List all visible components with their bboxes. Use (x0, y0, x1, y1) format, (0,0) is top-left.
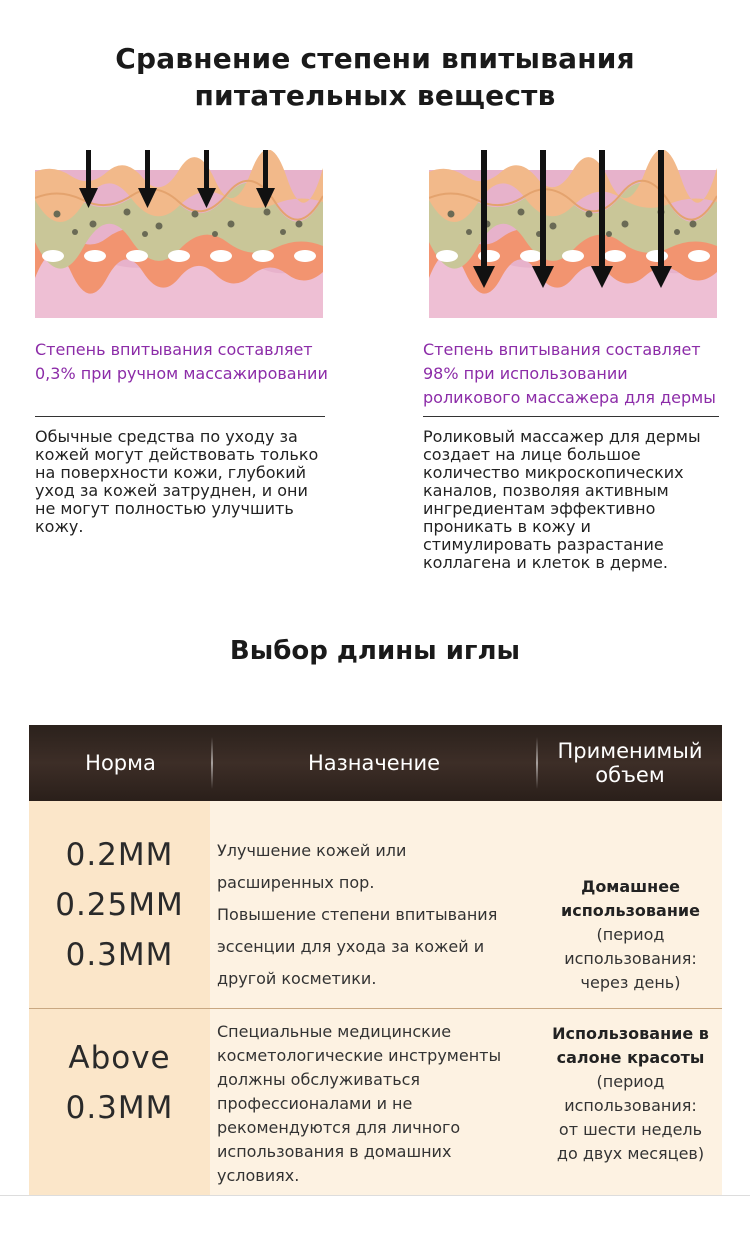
manual-desc-line: Обычные средства по уходу за (35, 427, 298, 446)
purpose-line: профессионалами и не (217, 1094, 413, 1113)
needle-length-title: Выбор длины иглы (229, 636, 521, 666)
spec-value: 0.3MM (65, 1090, 174, 1126)
roller-desc-line: проникать в кожу и (423, 517, 591, 536)
spec-value: Above (68, 1040, 171, 1076)
page-bottom-divider (0, 1195, 750, 1196)
skin-illustration-roller (429, 150, 717, 318)
scope-note-line: (период (596, 1072, 665, 1091)
absorption-comparison-title (0, 40, 750, 114)
manual-absorption-caption (35, 338, 355, 386)
purpose-line: Повышение степени впитывания (217, 905, 498, 924)
manual-desc-line: кожей могут действовать только (35, 445, 319, 464)
row1-scope (539, 875, 722, 995)
spec-value: 0.3MM (65, 936, 174, 973)
manual-desc-line: кожу. (35, 517, 84, 536)
roller-desc-line: коллагена и клеток в дерме. (423, 553, 668, 572)
scope-title-line: Использование в (552, 1024, 709, 1043)
manual-desc-line: уход за кожей затруднен, и они (35, 481, 308, 500)
manual-caption-line2: 0,3% при ручном массажировании (35, 364, 328, 383)
manual-caption-line1: Степень впитывания составляет (35, 340, 313, 359)
header-scope (538, 725, 722, 801)
scope-note-line: использования: (564, 949, 697, 968)
row2-purpose (217, 1020, 517, 1188)
spec-value: 0.25MM (55, 886, 184, 923)
header-purpose: Назначение (307, 751, 441, 775)
roller-absorption-caption (423, 338, 743, 410)
header-scope-line2: объем (595, 763, 665, 787)
table-body (29, 801, 722, 1196)
scope-title-line: использование (561, 901, 700, 920)
roller-description (423, 428, 733, 572)
purpose-line: другой косметики. (217, 969, 377, 988)
roller-desc-line: создает на лице большое (423, 445, 641, 464)
skin-illustration-manual (35, 150, 323, 318)
scope-note-line: использования: (564, 1096, 697, 1115)
purpose-line: эссенции для ухода за кожей и (217, 937, 485, 956)
scope-title-line: салоне красоты (556, 1048, 705, 1067)
absorption-title-line2: питательных веществ (194, 79, 556, 112)
absorption-title-line1: Сравнение степени впитывания (115, 42, 635, 75)
purpose-line: Улучшение кожей или (217, 841, 407, 860)
purpose-line: использования в домашних (217, 1142, 452, 1161)
purpose-line: косметологические инструменты (217, 1046, 502, 1065)
roller-desc-line: Роликовый массажер для дермы (423, 427, 701, 446)
header-scope-line1: Применимый (557, 739, 703, 763)
purpose-line: расширенных пор. (217, 873, 375, 892)
purpose-line: рекомендуются для личного (217, 1118, 461, 1137)
manual-desc-line: на поверхности кожи, глубокий (35, 463, 307, 482)
roller-desc-line: количество микроскопических (423, 463, 684, 482)
needle-length-table (29, 725, 722, 1196)
roller-caption-line3: роликового массажера для дермы (423, 388, 716, 407)
row1-spec (29, 801, 210, 1008)
scope-note-line: до двух месяцев) (556, 1144, 705, 1163)
scope-title-line: Домашнее (581, 877, 680, 896)
purpose-line: условиях. (217, 1166, 300, 1185)
roller-desc-line: ингредиентам эффективно (423, 499, 656, 518)
right-divider (423, 416, 719, 417)
roller-caption-line2: 98% при использовании (423, 364, 628, 383)
left-divider (35, 416, 325, 417)
spec-value: 0.2MM (65, 836, 174, 873)
roller-desc-line: каналов, позволяя активным (423, 481, 669, 500)
purpose-line: Специальные медицинские (217, 1022, 452, 1041)
row1-purpose (217, 835, 517, 995)
table-header (29, 725, 722, 801)
roller-desc-line: стимулировать разрастание (423, 535, 664, 554)
roller-caption-line1: Степень впитывания составляет (423, 340, 701, 359)
scope-note-line: (период (596, 925, 665, 944)
manual-desc-line: не могут полностью улучшить (35, 499, 294, 518)
scope-note-line: от шести недель (558, 1120, 703, 1139)
row2-scope (539, 1022, 722, 1166)
purpose-line: должны обслуживаться (217, 1070, 421, 1089)
manual-description (35, 428, 345, 536)
header-spec: Норма (85, 751, 156, 775)
row2-spec (29, 1009, 210, 1196)
scope-note-line: через день) (580, 973, 681, 992)
